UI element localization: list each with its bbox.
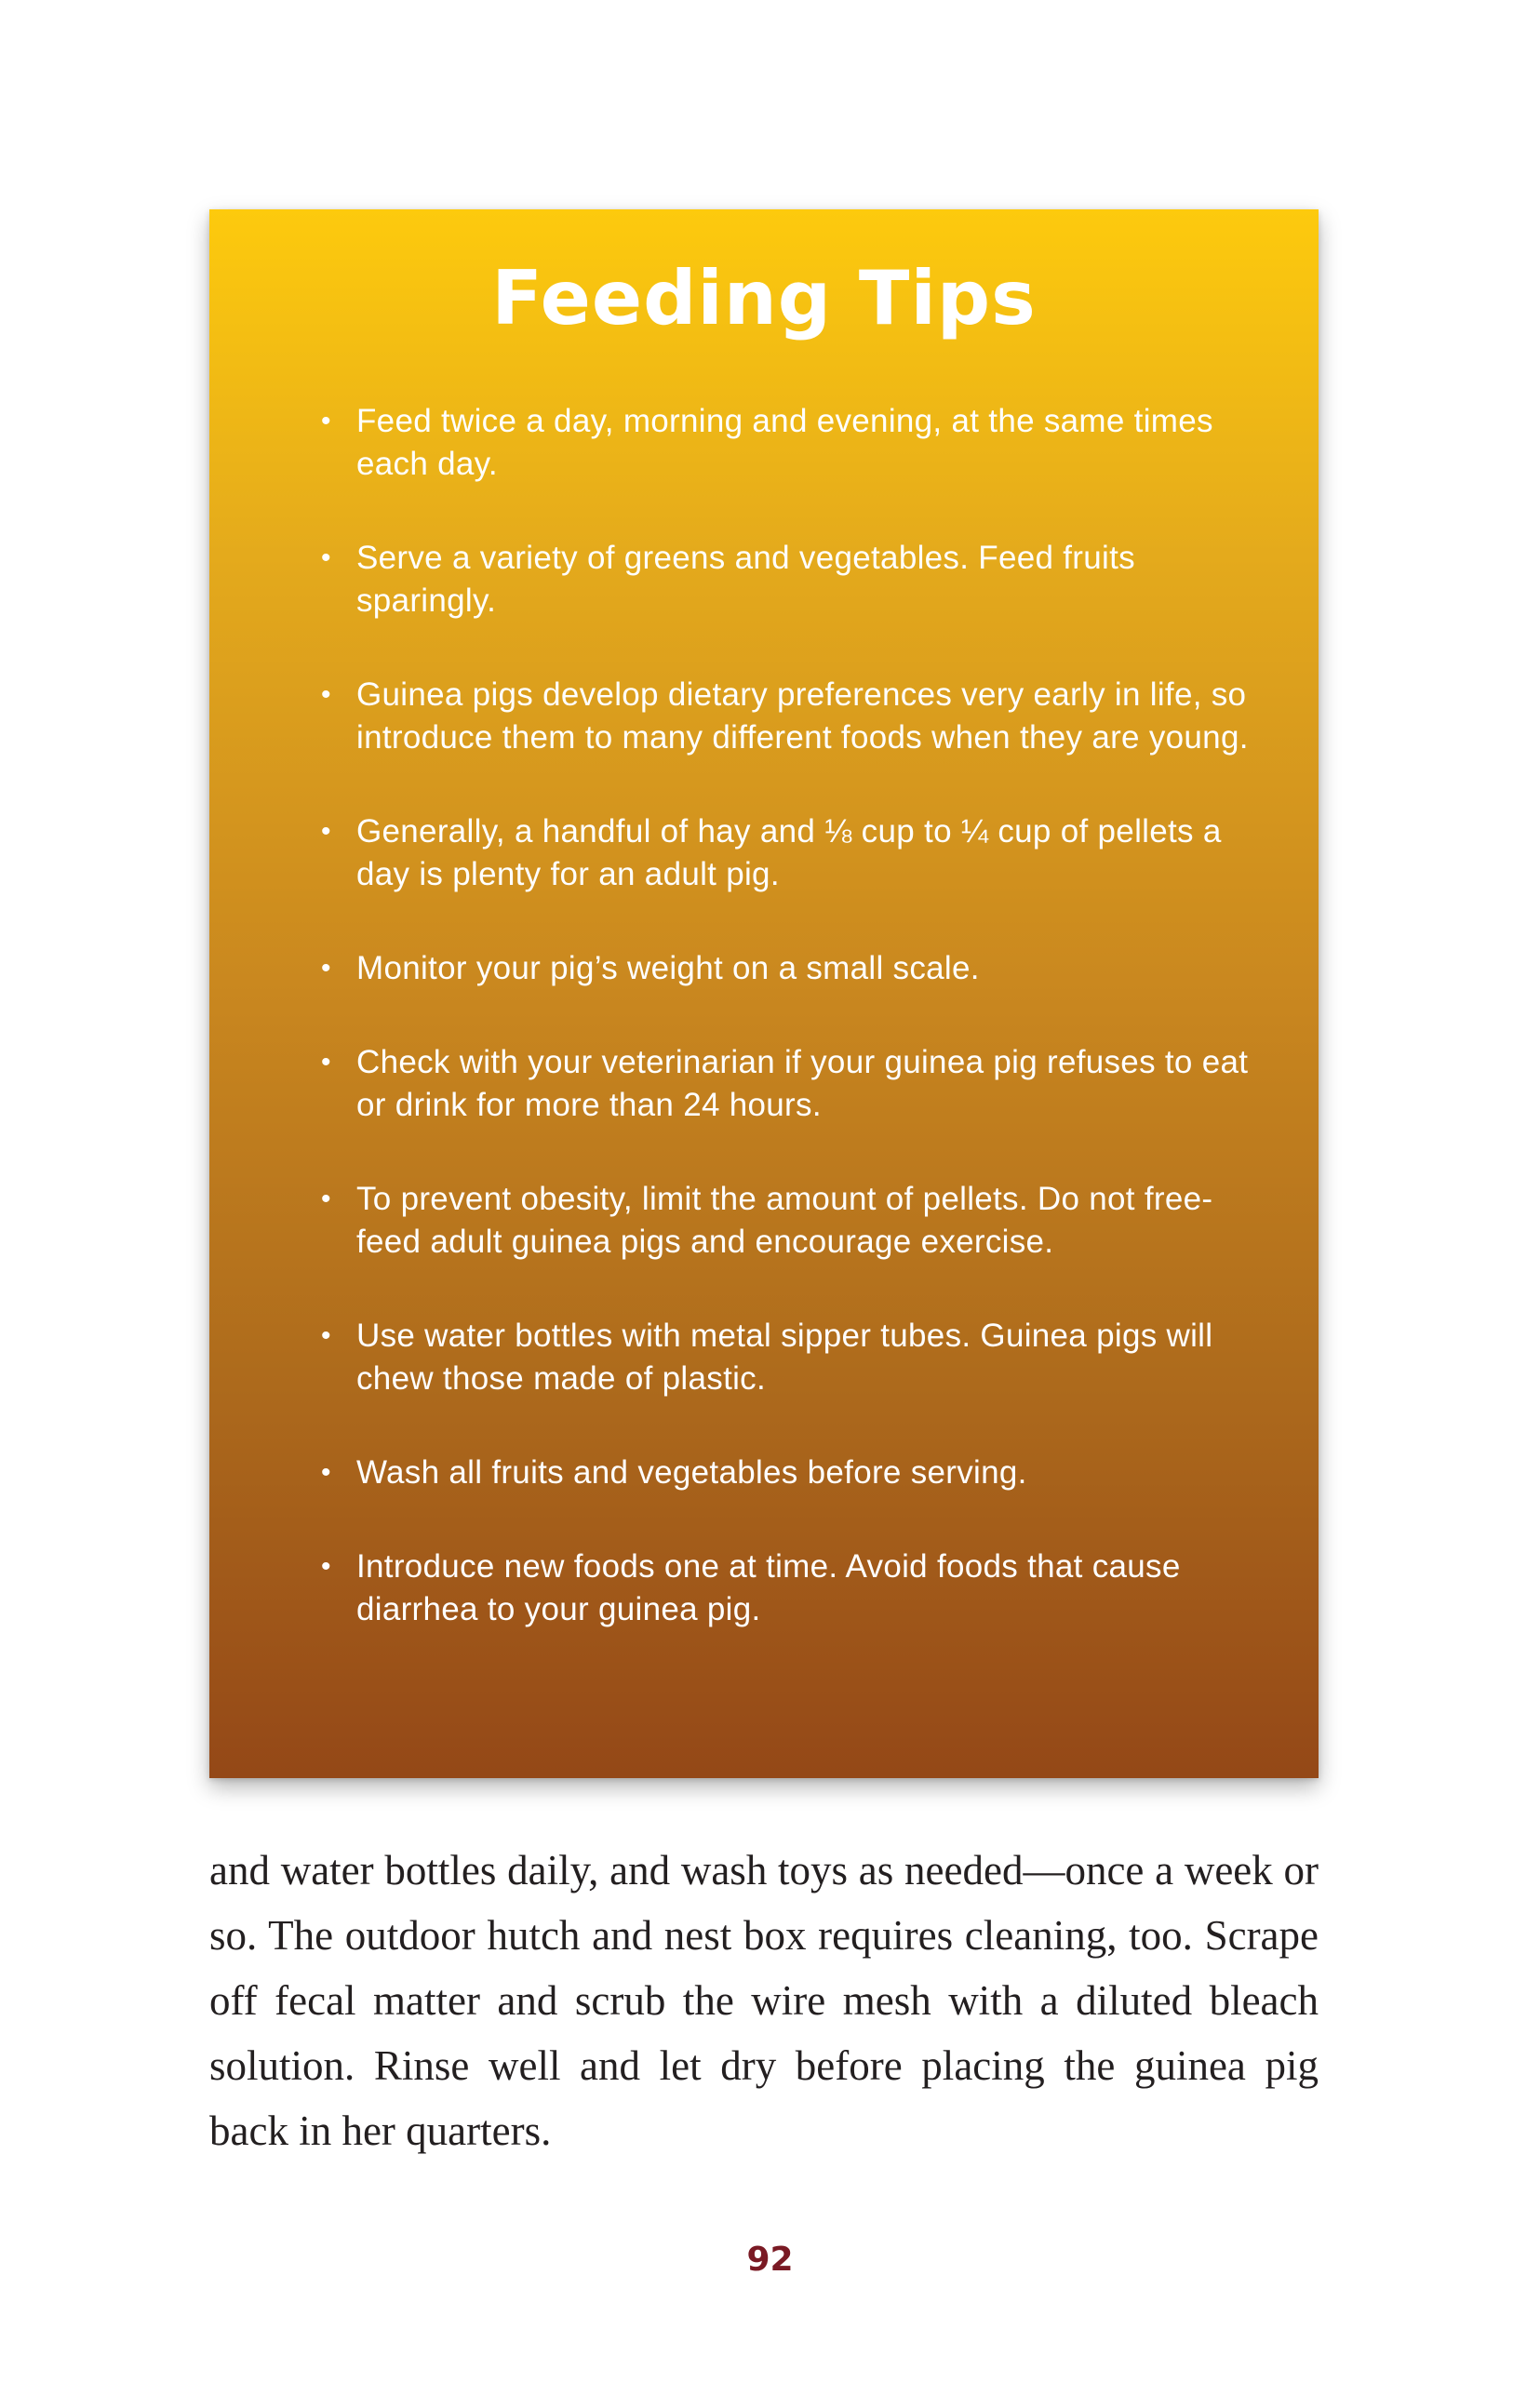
tip-item [321, 537, 1253, 622]
feeding-tips-list [321, 400, 1253, 1682]
bullet-icon: • [321, 816, 331, 847]
bullet-icon: • [321, 1551, 331, 1582]
tip-text: Introduce new foods one at time. Avoid foods that cause diarrhea to your guinea pig. [356, 1548, 1181, 1627]
bullet-icon: • [321, 1047, 331, 1077]
tip-text: Wash all fruits and vegetables before serving. [356, 1454, 1027, 1491]
tip-text: Generally, a handful of hay and ⅛ cup to ¼ cup of pellets a day is plenty for an adult pig. [356, 813, 1222, 892]
tip-text: To prevent obesity, limit the amount of pellets. Do not free-feed adult guinea pigs and encourage exercise. [356, 1181, 1213, 1260]
tip-item [321, 1041, 1253, 1127]
tip-item [321, 1452, 1253, 1494]
tip-text: Guinea pigs develop dietary preferences very early in life, so introduce them to many different foods when they are young. [356, 676, 1249, 756]
tip-text: Check with your veterinarian if your guinea pig refuses to eat or drink for more than 24 hours. [356, 1044, 1249, 1123]
tip-item [321, 1178, 1253, 1264]
page-number: 92 [746, 2241, 794, 2279]
bullet-icon: • [321, 679, 331, 710]
bullet-icon: • [321, 953, 331, 984]
tip-item [321, 400, 1253, 486]
bullet-icon: • [321, 1457, 331, 1488]
bullet-icon: • [321, 1184, 331, 1214]
feeding-tips-box [209, 209, 1319, 1778]
tip-item [321, 1546, 1253, 1631]
tip-item [321, 1315, 1253, 1400]
tip-text: Serve a variety of greens and vegetables. Feed fruits sparingly. [356, 540, 1135, 619]
tip-text: Feed twice a day, morning and evening, at the same times each day. [356, 403, 1213, 482]
tip-item [321, 947, 1253, 990]
bullet-icon: • [321, 542, 331, 573]
tip-text: Use water bottles with metal sipper tubes. Guinea pigs will chew those made of plastic. [356, 1318, 1213, 1397]
tip-text: Monitor your pig’s weight on a small scale. [356, 950, 980, 986]
feeding-tips-title: Feeding Tips [491, 255, 1037, 341]
tip-item [321, 674, 1253, 759]
body-paragraph: and water bottles daily, and wash toys as needed—once a week or so. The outdoor hutch and nest box requires cleaning, too. Scrape off fecal matter and scrub the wire mesh with a diluted bleach solution. Rinse well and let dry before placing the guinea pig back in her quarters. [209, 1847, 1319, 2154]
bullet-icon: • [321, 406, 331, 436]
bullet-icon: • [321, 1320, 331, 1351]
tip-item [321, 810, 1253, 896]
